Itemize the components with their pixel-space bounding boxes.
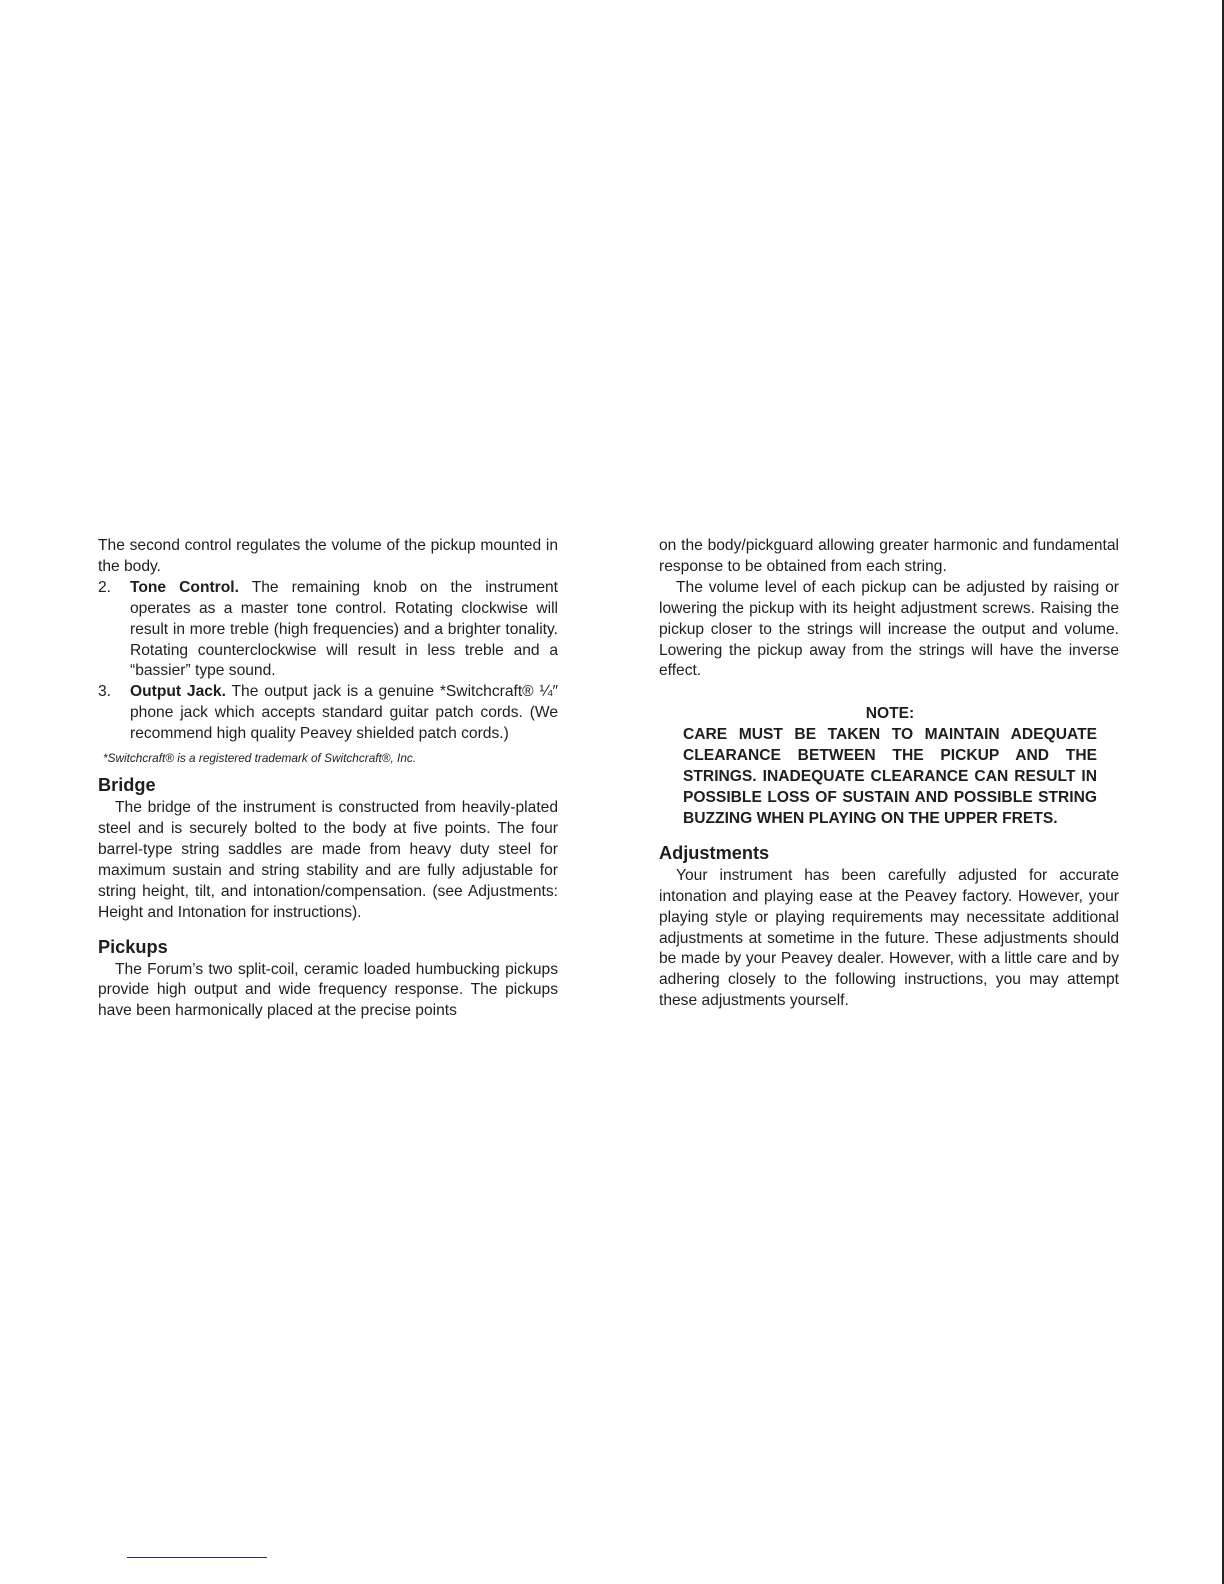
left-column	[98, 536, 558, 1022]
list-item-title: Tone Control.	[130, 578, 239, 596]
adjustments-paragraph: Your instrument has been carefully adjusted for accurate intonation and playing ease at the Peavey factory. However, your playing style or playing requirements may necessitate additional adjustments at sometime in the future. These adjustments should be made by your Peavey dealer. However, with a little care and by adhering closely to the following instructions, you may attempt these adjustments yourself.	[659, 866, 1119, 1010]
list-item-output-jack	[98, 682, 558, 745]
right-column	[659, 536, 1119, 1012]
bridge-heading: Bridge	[98, 775, 156, 796]
intro-paragraph: The second control regulates the volume of the pickup mounted in the body.	[98, 537, 558, 575]
note-title: NOTE:	[865, 705, 915, 723]
trademark-footnote: *Switchcraft® is a registered trademark of Switchcraft®, Inc.	[103, 751, 417, 766]
continuation-paragraph: on the body/pickguard allowing greater harmonic and fundamental response to be obtained from each string.	[659, 537, 1119, 575]
list-item-text: The remaining knob on the instrument operates as a master tone control. Rotating clockwise will result in more treble (high frequencies) and a brighter tonality. Rotating counterclockwise will result in less treble and a “bassier” type sound.	[130, 578, 558, 680]
footer-rule	[127, 1557, 267, 1558]
list-number: 2.	[98, 578, 112, 596]
adjustments-heading: Adjustments	[659, 842, 770, 863]
pickups-paragraph: The Forum’s two split-coil, ceramic loaded humbucking pickups provide high output and wide frequency response. The pickups have been harmonically placed at the precise points	[98, 960, 558, 1020]
volume-paragraph: The volume level of each pickup can be adjusted by raising or lowering the pickup with its height adjustment screws. Raising the pickup closer to the strings will increase the output and volume. Lowering the pickup away from the strings will have the inverse effect.	[659, 578, 1119, 680]
bridge-paragraph: The bridge of the instrument is constructed from heavily-plated steel and is securely bolted to the body at five points. The four barrel-type string saddles are made from heavy duty steel for maximum sustain and string stability and are fully adjustable for string height, tilt, and intonation/compensation. (see Adjustments: Height and Intonation for instructions).	[98, 799, 558, 921]
list-item-title: Output Jack.	[130, 683, 226, 701]
note-block	[683, 704, 1097, 829]
list-item-text: The output jack is a genuine *Switchcraft® ¼″ phone jack which accepts standard guitar patch cords. (We recommend high quality Peavey shielded patch cords.)	[130, 683, 559, 743]
note-text: CARE MUST BE TAKEN TO MAINTAIN ADEQUATE CLEARANCE BETWEEN THE PICKUP AND THE STRINGS. INADEQUATE CLEARANCE CAN RESULT IN POSSIBLE LOSS OF SUSTAIN AND POSSIBLE STRING BUZZING WHEN PLAYING ON THE UPPER FRETS.	[683, 726, 1097, 827]
list-number: 3.	[98, 683, 112, 701]
list-item-tone-control	[98, 578, 558, 683]
pickups-heading: Pickups	[98, 936, 168, 957]
